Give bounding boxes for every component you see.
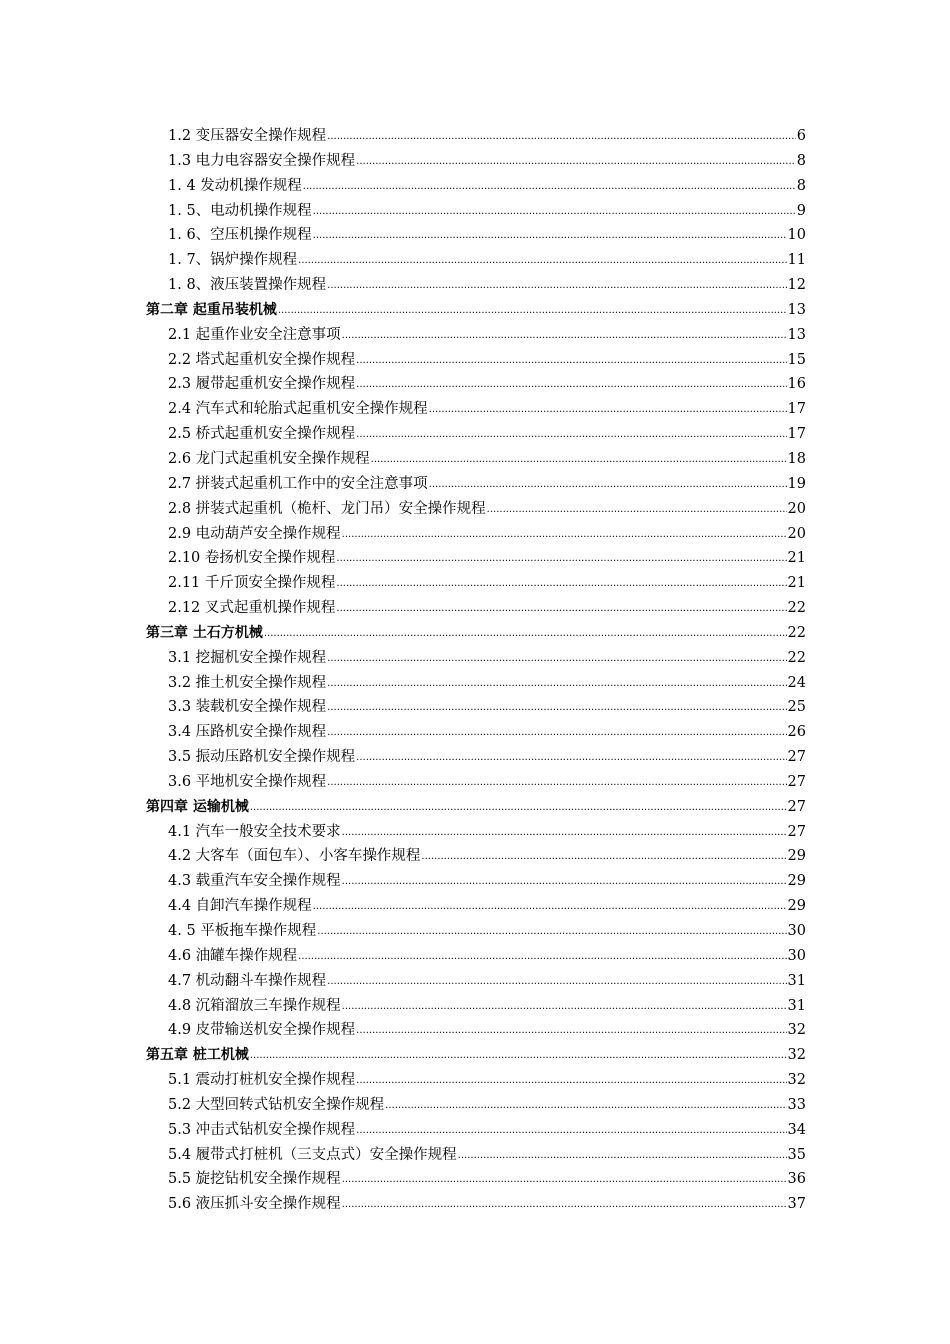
toc-page-number: 6	[796, 128, 806, 144]
toc-entry-title: 3.4 压路机安全操作规程	[168, 724, 327, 741]
toc-page-number: 9	[796, 202, 806, 219]
toc-dot-leader	[327, 647, 786, 672]
toc-page-number: 30	[787, 923, 806, 939]
toc-page-number: 34	[787, 1121, 806, 1138]
toc-dot-leader	[317, 920, 786, 945]
toc-dot-leader	[250, 796, 787, 821]
toc-section-entry[interactable]	[146, 894, 806, 919]
toc-section-entry[interactable]	[146, 1068, 806, 1093]
toc-page-number: 13	[787, 326, 806, 343]
toc-dot-leader	[356, 1019, 786, 1044]
toc-dot-leader	[336, 572, 786, 597]
toc-section-entry[interactable]	[146, 149, 806, 174]
toc-section-entry[interactable]	[146, 571, 806, 596]
toc-dot-leader	[264, 622, 787, 647]
toc-entry-title: 1. 5、电动机操作规程	[168, 202, 312, 219]
toc-dot-leader	[336, 547, 786, 572]
toc-page-number: 32	[787, 1072, 806, 1089]
toc-dot-leader	[303, 175, 796, 200]
toc-section-entry[interactable]	[146, 174, 806, 199]
toc-dot-leader	[327, 125, 796, 150]
toc-section-entry[interactable]	[146, 1118, 806, 1143]
toc-page-number: 29	[787, 848, 806, 865]
toc-section-entry[interactable]	[146, 447, 806, 472]
toc-entry-title: 2.3 履带起重机安全操作规程	[168, 376, 356, 393]
toc-dot-leader	[356, 349, 786, 374]
toc-dot-leader	[327, 721, 786, 746]
toc-section-entry[interactable]	[146, 1143, 806, 1168]
toc-entry-title: 2.11 千斤顶安全操作规程	[168, 575, 336, 592]
toc-dot-leader	[342, 1168, 787, 1193]
toc-entry-title: 第四章 运输机械	[146, 798, 249, 815]
toc-page-number: 15	[787, 351, 806, 368]
toc-section-entry[interactable]	[146, 546, 806, 571]
toc-section-entry[interactable]	[146, 994, 806, 1019]
toc-entry-title: 1.3 电力电容器安全操作规程	[168, 152, 356, 169]
toc-section-entry[interactable]	[146, 919, 806, 944]
toc-section-entry[interactable]	[146, 1192, 806, 1217]
toc-page-number: 10	[787, 227, 806, 244]
toc-page-number: 33	[787, 1096, 806, 1113]
toc-entry-title: 1. 4 发动机操作规程	[168, 177, 302, 194]
toc-entry-title: 2.1 起重作业安全注意事项	[168, 326, 341, 343]
toc-entry-title: 3.3 装载机安全操作规程	[168, 699, 327, 716]
toc-entry-title: 第二章 起重吊装机械	[146, 301, 277, 318]
toc-section-entry[interactable]	[146, 969, 806, 994]
toc-dot-leader	[342, 821, 787, 846]
toc-dot-leader	[313, 224, 787, 249]
toc-entry-title: 4.7 机动翻斗车操作规程	[168, 972, 327, 989]
toc-entry-title: 1. 7、锅炉操作规程	[168, 252, 298, 269]
toc-entry-title: 4.9 皮带输送机安全操作规程	[168, 1022, 356, 1039]
toc-dot-leader	[429, 398, 787, 423]
toc-page-number: 31	[787, 997, 806, 1014]
toc-page-number: 22	[787, 624, 806, 641]
toc-entry-title: 2.6 龙门式起重机安全操作规程	[168, 450, 370, 467]
toc-chapter-entry[interactable]	[146, 1043, 806, 1068]
toc-dot-leader	[356, 746, 786, 771]
toc-chapter-entry[interactable]	[146, 298, 806, 323]
toc-dot-leader	[356, 373, 786, 398]
toc-page-number: 8	[796, 177, 806, 194]
toc-entry-title: 2.9 电动葫芦安全操作规程	[168, 525, 341, 542]
toc-entry-title: 2.12 叉式起重机操作规程	[168, 600, 336, 617]
toc-page-number: 22	[787, 600, 806, 617]
toc-dot-leader	[385, 1094, 786, 1119]
toc-entry-title: 3.6 平地机安全操作规程	[168, 773, 327, 790]
toc-dot-leader	[298, 249, 786, 274]
toc-dot-leader	[342, 523, 787, 548]
toc-chapter-entry[interactable]	[146, 795, 806, 820]
toc-page-number: 29	[787, 873, 806, 890]
toc-page-number: 20	[787, 500, 806, 517]
toc-section-entry[interactable]	[146, 248, 806, 273]
toc-section-entry[interactable]	[146, 497, 806, 522]
toc-entry-title: 2.5 桥式起重机安全操作规程	[168, 426, 356, 443]
toc-section-entry[interactable]	[146, 844, 806, 869]
toc-section-entry[interactable]	[146, 199, 806, 224]
toc-page-number: 31	[787, 972, 806, 989]
toc-entry-title: 4.6 油罐车操作规程	[168, 947, 298, 964]
toc-entry-title: 4.4 自卸汽车操作规程	[168, 898, 312, 915]
toc-entry-title: 5.3 冲击式钻机安全操作规程	[168, 1121, 356, 1138]
toc-page-number: 21	[787, 575, 806, 592]
toc-dot-leader	[356, 150, 796, 175]
toc-page-number: 8	[796, 152, 806, 169]
toc-dot-leader	[371, 448, 787, 473]
toc-dot-leader	[313, 895, 787, 920]
toc-page-number: 32	[787, 1022, 806, 1039]
table-of-contents	[146, 124, 806, 1217]
toc-section-entry[interactable]	[146, 1167, 806, 1192]
toc-entry-title: 第五章 桩工机械	[146, 1047, 249, 1064]
toc-section-entry[interactable]	[146, 646, 806, 671]
toc-dot-leader	[429, 473, 787, 498]
toc-section-entry[interactable]	[146, 522, 806, 547]
toc-page-number: 17	[787, 401, 806, 418]
toc-section-entry[interactable]	[146, 820, 806, 845]
toc-dot-leader	[342, 324, 787, 349]
toc-page-number: 13	[787, 301, 806, 318]
toc-dot-leader	[336, 597, 786, 622]
toc-section-entry[interactable]	[146, 770, 806, 795]
toc-page-number: 27	[787, 798, 806, 815]
toc-section-entry[interactable]	[146, 695, 806, 720]
toc-section-entry[interactable]	[146, 124, 806, 149]
toc-entry-title: 3.1 挖掘机安全操作规程	[168, 649, 327, 666]
toc-entry-title: 5.4 履带式打桩机（三支点式）安全操作规程	[168, 1146, 457, 1163]
toc-page-number: 29	[787, 898, 806, 915]
toc-dot-leader	[356, 1069, 786, 1094]
toc-section-entry[interactable]	[146, 273, 806, 298]
toc-entry-title: 2.2 塔式起重机安全操作规程	[168, 351, 356, 368]
toc-dot-leader	[342, 995, 787, 1020]
toc-entry-title: 2.8 拼装式起重机（桅杆、龙门吊）安全操作规程	[168, 500, 486, 517]
toc-dot-leader	[327, 696, 786, 721]
toc-page-number: 36	[787, 1171, 806, 1188]
toc-page-number: 11	[787, 252, 806, 269]
toc-section-entry[interactable]	[146, 596, 806, 621]
toc-section-entry[interactable]	[146, 671, 806, 696]
toc-section-entry[interactable]	[146, 944, 806, 969]
toc-entry-title: 1.2 变压器安全操作规程	[168, 128, 327, 144]
toc-page-number: 21	[787, 550, 806, 567]
toc-dot-leader	[313, 200, 796, 225]
toc-entry-title: 4. 5 平板拖车操作规程	[168, 923, 317, 939]
toc-dot-leader	[342, 870, 787, 895]
toc-section-entry[interactable]	[146, 472, 806, 497]
toc-section-entry[interactable]	[146, 422, 806, 447]
toc-chapter-entry[interactable]	[146, 621, 806, 646]
toc-page-number: 27	[787, 773, 806, 790]
toc-page-number: 30	[787, 947, 806, 964]
toc-dot-leader	[327, 274, 786, 299]
toc-entry-title: 1. 6、空压机操作规程	[168, 227, 312, 244]
toc-page-number: 27	[787, 823, 806, 840]
toc-dot-leader	[327, 771, 786, 796]
toc-dot-leader	[327, 970, 786, 995]
toc-page-number: 35	[787, 1146, 806, 1163]
toc-entry-title: 4.8 沉箱溜放三车操作规程	[168, 997, 341, 1014]
toc-entry-title: 5.1 震动打桩机安全操作规程	[168, 1072, 356, 1089]
toc-section-entry[interactable]	[146, 397, 806, 422]
toc-entry-title: 5.2 大型回转式钻机安全操作规程	[168, 1096, 385, 1113]
toc-entry-title: 1. 8、液压装置操作规程	[168, 277, 327, 294]
toc-dot-leader	[327, 672, 786, 697]
toc-section-entry[interactable]	[146, 348, 806, 373]
toc-entry-title: 3.2 推土机安全操作规程	[168, 674, 327, 691]
toc-dot-leader	[458, 1144, 787, 1169]
toc-section-entry[interactable]	[146, 323, 806, 348]
toc-entry-title: 4.3 载重汽车安全操作规程	[168, 873, 341, 890]
toc-dot-leader	[278, 299, 787, 324]
toc-entry-title: 3.5 振动压路机安全操作规程	[168, 749, 356, 766]
toc-section-entry[interactable]	[146, 1018, 806, 1043]
toc-entry-title: 5.6 液压抓斗安全操作规程	[168, 1196, 341, 1213]
toc-page-number: 25	[787, 699, 806, 716]
toc-page-number: 17	[787, 426, 806, 443]
toc-dot-leader	[356, 1119, 786, 1144]
toc-section-entry[interactable]	[146, 869, 806, 894]
toc-entry-title: 5.5 旋挖钻机安全操作规程	[168, 1171, 341, 1188]
toc-page-number: 12	[787, 277, 806, 294]
toc-entry-title: 2.4 汽车式和轮胎式起重机安全操作规程	[168, 401, 428, 418]
toc-dot-leader	[487, 498, 787, 523]
toc-page-number: 20	[787, 525, 806, 542]
toc-page-number: 16	[787, 376, 806, 393]
toc-dot-leader	[421, 845, 786, 870]
toc-entry-title: 4.2 大客车（面包车）、小客车操作规程	[168, 848, 421, 865]
toc-page-number: 37	[787, 1196, 806, 1213]
toc-section-entry[interactable]	[146, 720, 806, 745]
toc-section-entry[interactable]	[146, 223, 806, 248]
toc-page-number: 26	[787, 724, 806, 741]
toc-entry-title: 4.1 汽车一般安全技术要求	[168, 823, 341, 840]
toc-page-number: 32	[787, 1047, 806, 1064]
toc-dot-leader	[342, 1193, 787, 1218]
toc-entry-title: 第三章 土石方机械	[146, 624, 263, 641]
toc-page-number: 22	[787, 649, 806, 666]
toc-page-number: 18	[787, 450, 806, 467]
toc-page-number: 27	[787, 749, 806, 766]
toc-section-entry[interactable]	[146, 1093, 806, 1118]
toc-dot-leader	[356, 423, 786, 448]
toc-section-entry[interactable]	[146, 372, 806, 397]
toc-entry-title: 2.10 卷扬机安全操作规程	[168, 550, 336, 567]
toc-dot-leader	[298, 945, 786, 970]
toc-page-number: 24	[787, 674, 806, 691]
toc-section-entry[interactable]	[146, 745, 806, 770]
toc-page-number: 19	[787, 475, 806, 492]
toc-dot-leader	[250, 1044, 787, 1069]
toc-entry-title: 2.7 拼装式起重机工作中的安全注意事项	[168, 475, 428, 492]
